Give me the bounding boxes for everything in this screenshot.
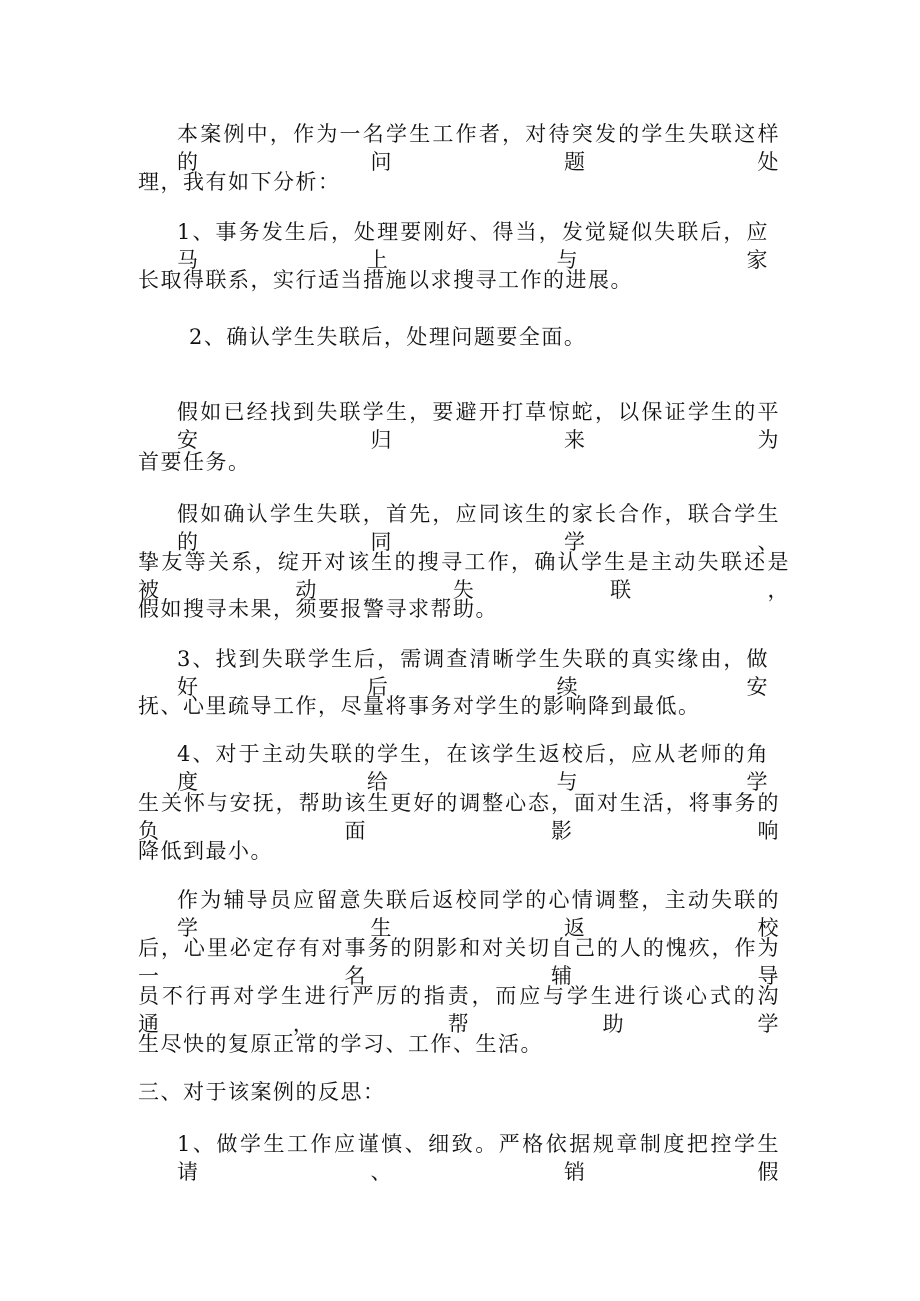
text-line: 2、确认学生失联后，处理问题要全面。 xyxy=(189,325,587,349)
text-line: 本案例中，作为一名学生工作者，对待突发的学生失联这样的问题处 xyxy=(177,122,780,174)
text-line: 假如已经找到失联学生，要避开打草惊蛇，以保证学生的平安归来为 xyxy=(177,400,780,452)
text-line: 假如确认学生失联，首先，应同该生的家长合作，联合学生的同学、 xyxy=(177,502,780,554)
text-line: 3、找到失联学生后，需调查清晰学生失联的真实缘由，做好后续安 xyxy=(177,647,769,699)
section-heading: 三、对于该案例的反思： xyxy=(138,1080,386,1104)
text-line: 生尽快的复原正常的学习、工作、生活。 xyxy=(138,1032,543,1056)
text-line: 抚、心里疏导工作，尽量将事务对学生的影响降到最低。 xyxy=(138,694,701,718)
text-line: 4、对于主动失联的学生，在该学生返校后，应从老师的角度给与学 xyxy=(177,742,769,794)
text-line: 假如搜寻未果，须要报警寻求帮助。 xyxy=(138,597,498,621)
text-line: 首要任务。 xyxy=(138,450,251,474)
text-line: 挚友等关系，绽开对该生的搜寻工作，确认学生是主动失联还是被动失联， xyxy=(138,550,790,602)
text-line: 1、做学生工作应谨慎、细致。严格依据规章制度把控学生请、销假 xyxy=(177,1132,780,1184)
text-line: 降低到最小。 xyxy=(138,839,273,863)
text-line: 理，我有如下分析： xyxy=(138,170,341,194)
text-line: 1、事务发生后，处理要刚好、得当，发觉疑似失联后，应马上与家 xyxy=(177,220,769,272)
text-line: 员不行再对学生进行严厉的指责，而应与学生进行谈心式的沟通，帮助学 xyxy=(138,984,780,1036)
text-line: 生关怀与安抚，帮助该生更好的调整心态，面对生活，将事务的负面影响 xyxy=(138,791,780,843)
text-line: 后，心里必定存有对事务的阴影和对关切自己的人的愧疚，作为一名辅导 xyxy=(138,936,780,988)
text-line: 作为辅导员应留意失联后返校同学的心情调整，主动失联的学生返校 xyxy=(177,888,780,940)
text-line: 长取得联系，实行适当措施以求搜寻工作的进展。 xyxy=(138,268,633,292)
